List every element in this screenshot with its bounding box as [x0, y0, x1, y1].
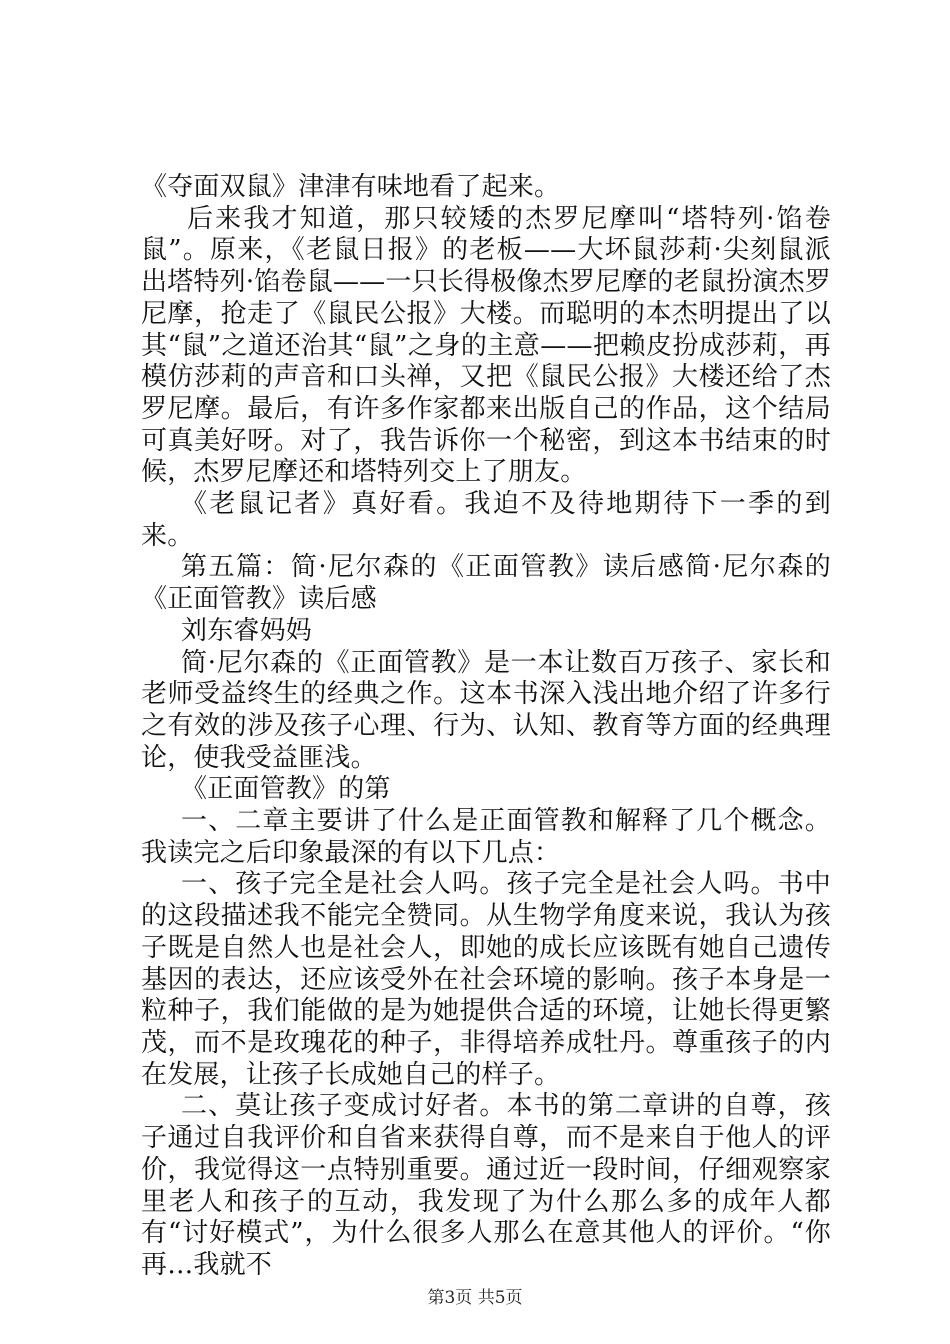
paragraph-chapter-lead: 《正面管教》的第 [181, 774, 391, 805]
paragraph-chapter-summary: 一、二章主要讲了什么是正面管教和解释了几个概念。我读完之后印象最深的有以下几点： [141, 806, 831, 868]
paragraph-conclusion: 《老鼠记者》真好看。我迫不及待地期待下一季的到来。 [141, 489, 831, 551]
paragraph-continuation: 《夺面双鼠》津津有味地看了起来。 [141, 172, 561, 202]
page-number-footer: 第3页 共5页 [427, 1288, 523, 1308]
author-line: 刘东睿妈妈 [181, 615, 313, 646]
paragraph-point-two: 二、莫让孩子变成讨好者。本书的第二章讲的自尊，孩子通过自我评价和自省来获得自尊，而不是来自于他人的评价，我觉得这一点特别重要。通过近一段时间，仔细观察家里老人和孩子的互动，我发现了为什么那么多的成年人都有“讨好模式”，为什么很多人那么在意其他人的评价。“你再…我就不 [141, 1091, 831, 1280]
paragraph-point-one: 一、孩子完全是社会人吗。孩子完全是社会人吗。书中的这段描述我不能完全赞同。从生物学角度来说，我认为孩子既是自然人也是社会人，即她的成长应该既有她自己遗传基因的表达，还应该受外在社会环境的影响。孩子本身是一粒种子，我们能做的是为她提供合适的环境，让她长得更繁茂，而不是玫瑰花的种子，非得培养成牡丹。尊重孩子的内在发展，让孩子长成她自己的样子。 [141, 869, 831, 1090]
document-body [141, 172, 831, 1282]
section-heading: 第五篇：简·尼尔森的《正面管教》读后感简·尼尔森的《正面管教》读后感 [141, 552, 831, 615]
paragraph-book-intro: 简·尼尔森的《正面管教》是一本让数百万孩子、家长和老师受益终生的经典之作。这本书深入浅出地介绍了许多行之有效的涉及孩子心理、行为、认知、教育等方面的经典理论，使我受益匪浅。 [141, 647, 831, 773]
paragraph-story-summary: 后来我才知道，那只较矮的杰罗尼摩叫“塔特列·馅卷鼠”。原来，《老鼠日报》的老板——大坏鼠莎莉·尖刻鼠派出塔特列·馅卷鼠——一只长得极像杰罗尼摩的老鼠扮演杰罗尼摩，抢走了《鼠民公报》大楼。而聪明的本杰明提出了以其“鼠”之道还治其“鼠”之身的主意——把赖皮扮成莎莉，再模仿莎莉的声音和口头禅，又把《鼠民公报》大楼还给了杰罗尼摩。最后，有许多作家都来出版自己的作品，这个结局可真美好呀。对了，我告诉你一个秘密，到这本书结束的时候，杰罗尼摩还和塔特列交上了朋友。 [141, 203, 831, 488]
